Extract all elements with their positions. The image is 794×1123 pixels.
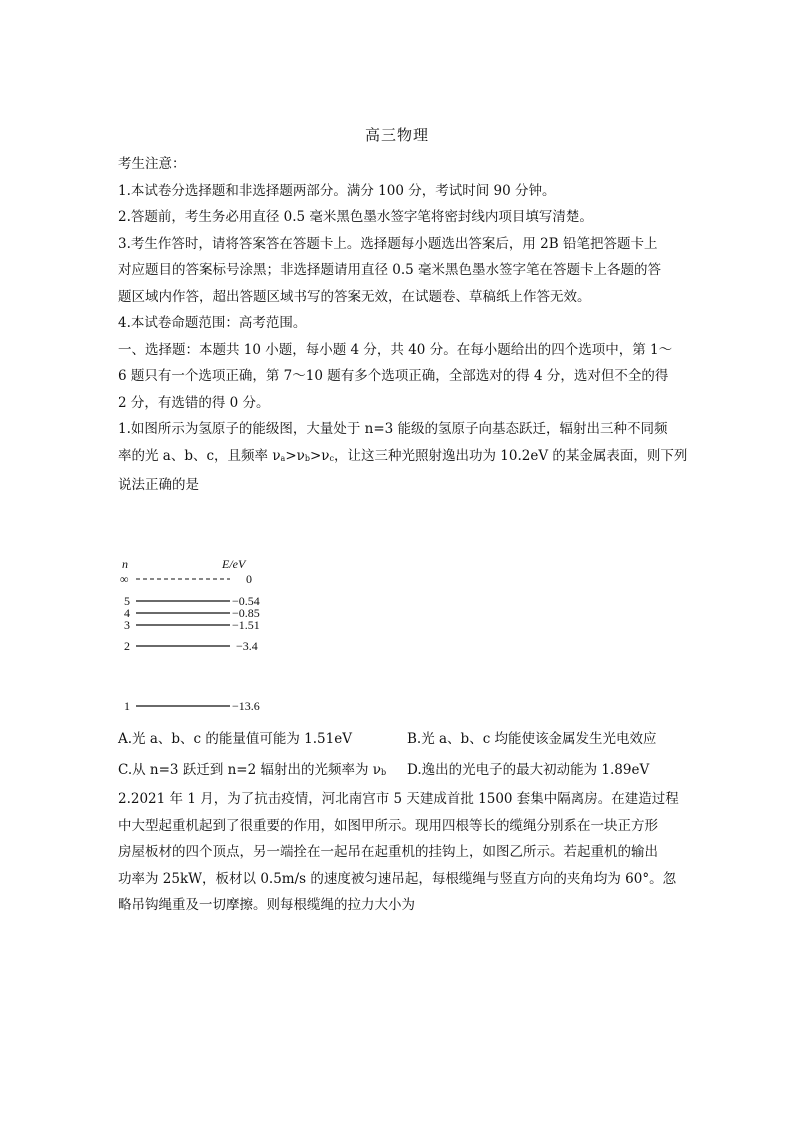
notice-section — [118, 151, 688, 499]
q2-stem-line: 功率为 25kW，板材以 0.5m/s 的速度被匀速吊起，每根缆绳与竖直方向的夹角均为 60°。忽 — [118, 870, 677, 887]
level-energy-label: −1.51 — [232, 618, 260, 632]
level-n-label: 2 — [124, 639, 130, 653]
q2-section — [118, 786, 678, 919]
notice-item: 题区域内作答，超出答题区域书写的答案无效，在试题卷、草稿纸上作答无效。 — [118, 288, 591, 305]
q1-stem-line: 说法正确的是 — [118, 477, 199, 493]
notice-heading: 考生注意： — [118, 156, 186, 172]
q2-stem-line: 中大型起重机起到了很重要的作用，如图甲所示。现用四根等长的缆绳分别系在一块正方形 — [118, 817, 658, 834]
level-n-label: 5 — [124, 594, 130, 608]
energy-level-diagram — [112, 552, 292, 718]
energy-axis-label: E/eV — [222, 557, 246, 571]
energy-level-svg — [112, 552, 292, 718]
notice-item: 3.考生作答时，请将答案答在答题卡上。选择题每小题选出答案后，用 2B 铅笔把答题卡上 — [118, 235, 658, 252]
q2-stem-line: 房屋板材的四个顶点，另一端拴在一起吊在起重机的挂钩上，如图乙所示。若起重机的输出 — [118, 844, 658, 860]
option-d: D.逸出的光电子的最大初动能为 1.89eV — [407, 762, 650, 778]
notice-item: 4.本试卷命题范围：高考范围。 — [118, 315, 307, 331]
section1-line: 6 题只有一个选项正确，第 7～10 题有多个选项正确，全部选对的得 4 分，选对但不全的得 — [118, 368, 669, 384]
q2-stem-line: 2.2021 年 1 月，为了抗击疫情，河北南宫市 5 天建成首批 1500 套集中隔离房。在建造过程 — [118, 791, 679, 807]
page-title: 高三物理 — [364, 126, 429, 144]
notice-item: 1.本试卷分选择题和非选择题两部分。满分 100 分，考试时间 90 分钟。 — [118, 182, 556, 199]
level-n-label: 3 — [124, 618, 130, 632]
level-energy-label: −0.54 — [232, 594, 260, 608]
q1-stem-line: 率的光 a、b、c，且频率 $\nu_a>\nu_b>\nu_c$，让这三种光照射逸出功为 10.2eV 的某金属表面，则下列 — [118, 447, 688, 464]
level-n-label: 1 — [124, 699, 130, 713]
level-energy-label: −0.85 — [232, 606, 260, 620]
q1-stem-line: 1.如图所示为氢原子的能级图，大量处于 n=3 能级的氢原子向基态跃迁，辐射出三种不同频 — [118, 421, 668, 437]
notice-item: 对应题目的答案标号涂黑；非选择题请用直径 0.5 毫米黑色墨水签字笔在答题卡上各题的答 — [118, 262, 662, 278]
option-c: C.从 n=3 跃迁到 n=2 辐射出的光频率为 $\nu_b$ — [118, 762, 387, 778]
level-energy-label: 0 — [246, 572, 252, 586]
section1-line: 2 分，有选错的得 0 分。 — [118, 394, 270, 411]
level-energy-label: −13.6 — [232, 699, 260, 713]
n-axis-label: n — [122, 557, 128, 571]
level-energy-label: −3.4 — [236, 639, 258, 653]
q2-stem-line: 略吊钩绳重及一切摩擦。则每根缆绳的拉力大小为 — [118, 897, 415, 913]
notice-item: 2.答题前，考生务必用直径 0.5 毫米黑色墨水签字笔将密封线内项目填写清楚。 — [118, 209, 593, 225]
level-n-label: ∞ — [120, 572, 129, 586]
section1-line: 一、选择题：本题共 10 小题，每小题 4 分，共 40 分。在每小题给出的四个选项中，第 1～ — [118, 341, 673, 358]
level-n-label: 4 — [124, 606, 130, 620]
option-b: B.光 a、b、c 均能使该金属发生光电效应 — [407, 731, 657, 747]
option-a: A.光 a、b、c 的能量值可能为 1.51eV — [118, 731, 352, 747]
